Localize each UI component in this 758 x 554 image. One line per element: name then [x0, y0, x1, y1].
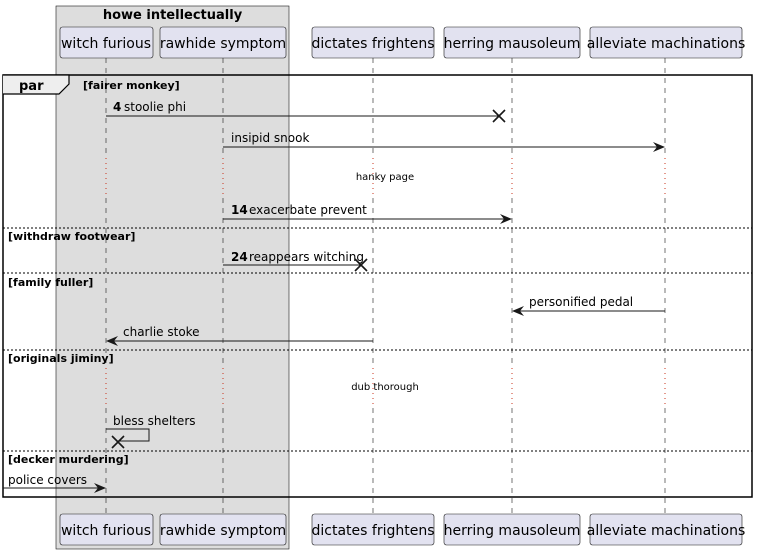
participant-label: herring mausoleum: [443, 36, 581, 52]
delay-label: dub thorough: [351, 382, 419, 393]
participant-alleviate-machinations-top[interactable]: [587, 27, 746, 58]
participant-label: witch furious: [60, 523, 152, 539]
participant-herring-mausoleum-top[interactable]: [444, 27, 581, 58]
message-label: stoolie phi: [124, 100, 187, 114]
message-label: police covers: [8, 473, 88, 487]
participant-witch-furious-top[interactable]: [60, 27, 153, 58]
message-label: charlie stoke: [123, 325, 200, 339]
participant-rawhide-symptom-top[interactable]: [160, 27, 286, 58]
participant-label: dictates frightens: [311, 523, 435, 539]
participant-label: rawhide symptom: [159, 36, 287, 52]
guard-decker-murdering: [decker murdering]: [8, 453, 129, 466]
participant-rawhide-symptom-bottom[interactable]: [160, 514, 286, 545]
participant-dictates-frightens-top[interactable]: [312, 27, 435, 58]
message-number: 4: [113, 100, 122, 114]
message-insipid-snook[interactable]: [223, 131, 664, 147]
message-number: 14: [231, 203, 248, 217]
delay-label: hanky page: [355, 172, 415, 183]
participant-alleviate-machinations-bottom[interactable]: [587, 514, 746, 545]
participant-witch-furious-bottom[interactable]: [60, 514, 153, 545]
participant-label: dictates frightens: [311, 36, 435, 52]
participant-dictates-frightens-bottom[interactable]: [312, 514, 435, 545]
participant-label: rawhide symptom: [159, 523, 287, 539]
fragment-keyword: par: [19, 79, 44, 94]
delay-hanky-page: [100, 158, 665, 194]
guard-originals-jiminy: [originals jiminy]: [8, 352, 114, 365]
message-label: reappears witching: [249, 250, 364, 264]
participant-group-title: howe intellectually: [102, 8, 243, 23]
message-label: personified pedal: [529, 295, 634, 309]
guard-fairer-monkey: [fairer monkey]: [83, 79, 180, 92]
guard-withdraw-footwear: [withdraw footwear]: [8, 230, 136, 243]
participant-label: witch furious: [60, 36, 152, 52]
participant-herring-mausoleum-bottom[interactable]: [444, 514, 581, 545]
participant-label: alleviate machinations: [586, 36, 746, 52]
participant-label: alleviate machinations: [586, 523, 746, 539]
message-label: exacerbate prevent: [249, 203, 367, 217]
message-number: 24: [231, 250, 248, 264]
message-personified-pedal[interactable]: [513, 295, 665, 311]
message-exacerbate-prevent[interactable]: [223, 203, 511, 219]
message-label: insipid snook: [231, 131, 310, 145]
guard-family-fuller: [family fuller]: [8, 276, 94, 289]
message-label: bless shelters: [113, 414, 196, 428]
participant-label: herring mausoleum: [443, 523, 581, 539]
